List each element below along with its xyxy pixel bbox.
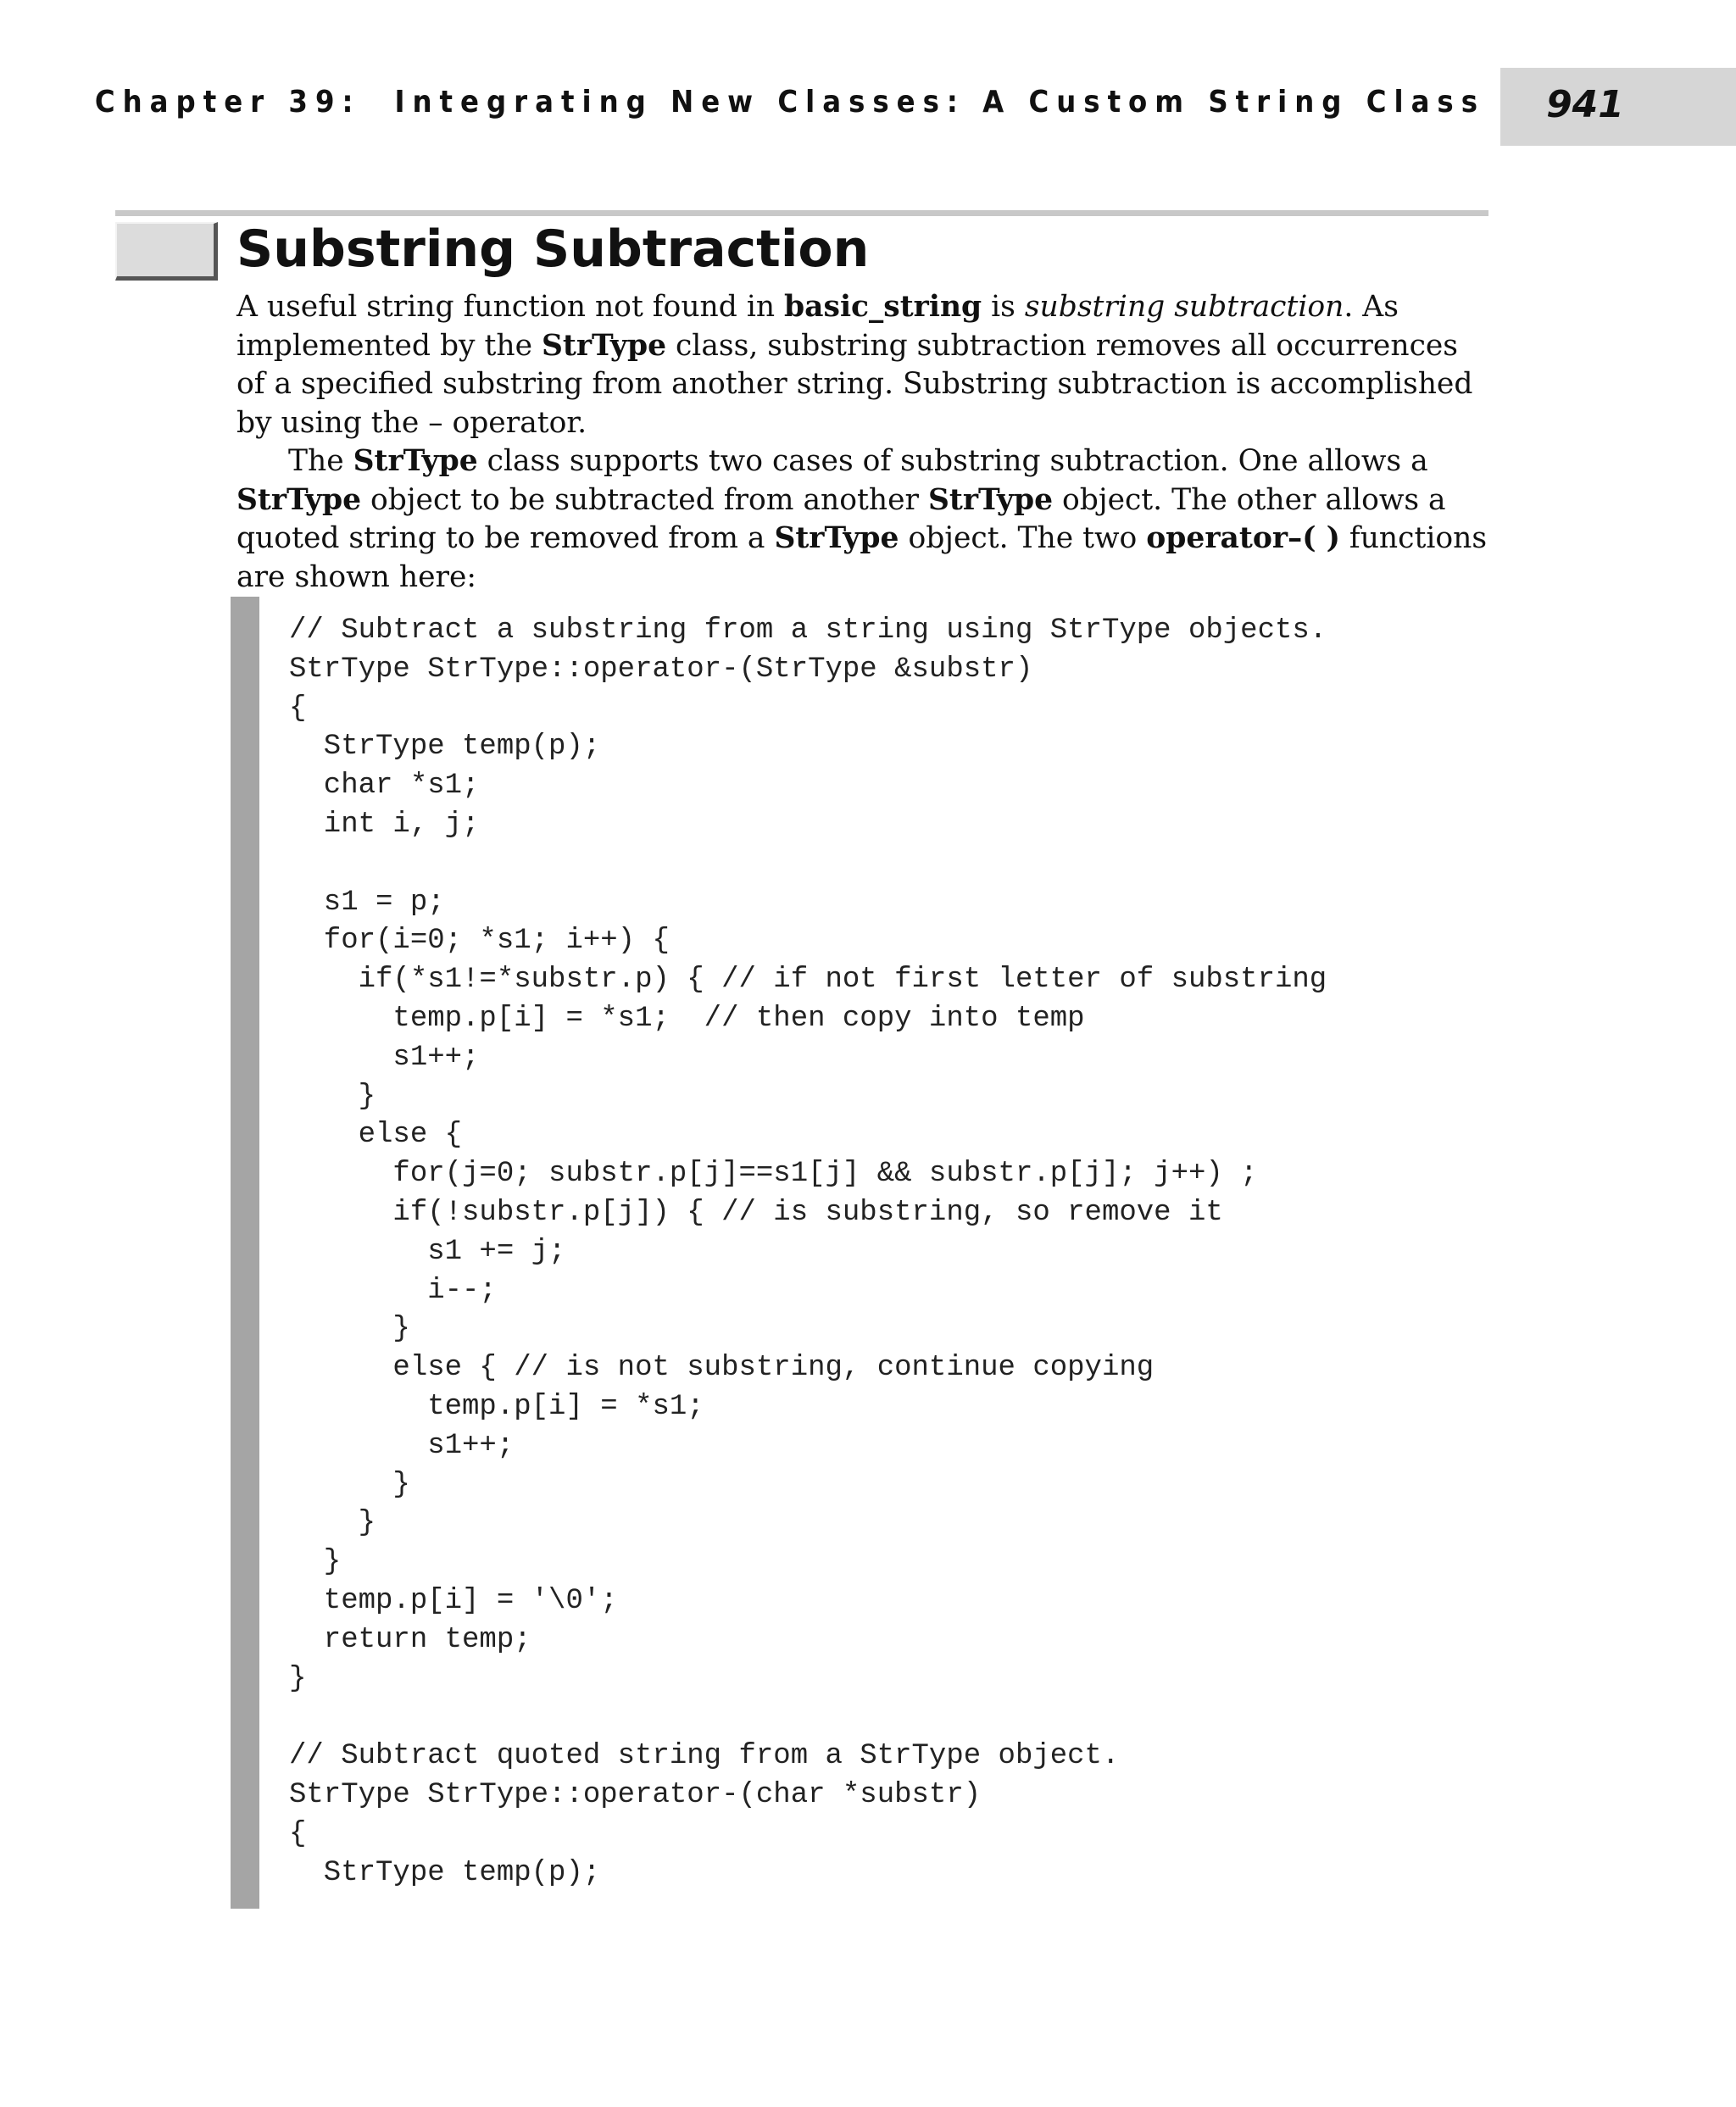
text-run: A useful string function not found in bbox=[236, 290, 785, 324]
chapter-title: Integrating New Classes: A Custom String Class bbox=[394, 85, 1485, 120]
term-strtype: StrType bbox=[928, 482, 1054, 517]
code-margin-bar bbox=[231, 597, 259, 1909]
body-text bbox=[236, 288, 1491, 597]
text-run: class, substring subtraction removes all occurrences of a specified substring from another string. Substring subtraction is accomplished by using the – operator. bbox=[236, 328, 1473, 440]
code-listing: // Subtract a substring from a string using StrType objects. StrType StrType::operator-(StrType &substr) { StrType temp(p); char *s1; int i, j; s1 = p; for(i=0; *s1; i++) { if(*s1!=*substr.p) { // if not first letter of substring temp.p[i] = *s1; // then copy into temp s1++; } else { for(j=0; substr.p[j]==s1[j] && substr.p[j]; j++) ; if(!substr.p[j]) { // is substring, so remove it s1 += j; i--; } else { // is not substring, continue copying temp.p[i] = *s1; s1++; } } } temp.p[i] = '\0'; return temp; } // Subtract quoted string from a StrType object. StrType StrType::operator-(char *substr) { StrType temp(p); bbox=[289, 614, 1327, 1889]
term-substring-subtraction: substring subtraction bbox=[1024, 290, 1344, 324]
section-title: Substring Subtraction bbox=[236, 220, 870, 279]
term-strtype: StrType bbox=[353, 444, 478, 478]
term-basic-string: basic_string bbox=[784, 290, 982, 324]
running-head bbox=[0, 85, 1485, 120]
text-run: . As implemented by the bbox=[236, 290, 1399, 363]
text-run: is bbox=[982, 290, 1025, 324]
text-run: object. The other allows a quoted string to be removed from a bbox=[236, 482, 1446, 555]
term-operator-minus: operator–( ) bbox=[1146, 521, 1340, 555]
paragraph-2 bbox=[236, 442, 1491, 597]
page-number: 941 bbox=[1546, 83, 1624, 126]
section-marker-box bbox=[115, 222, 218, 281]
text-run: object. The two bbox=[899, 521, 1147, 555]
chapter-number: Chapter 39: bbox=[94, 85, 361, 120]
paragraph-1 bbox=[236, 288, 1491, 442]
text-run: class supports two cases of substring subtraction. One allows a bbox=[477, 444, 1428, 478]
text-run: object to be subtracted from another bbox=[361, 482, 929, 517]
text-run: functions are shown here: bbox=[236, 521, 1488, 594]
section-rule bbox=[115, 210, 1488, 216]
term-strtype: StrType bbox=[541, 328, 667, 363]
text-run: The bbox=[288, 444, 353, 478]
term-strtype: StrType bbox=[774, 521, 899, 555]
term-strtype: StrType bbox=[236, 482, 362, 517]
